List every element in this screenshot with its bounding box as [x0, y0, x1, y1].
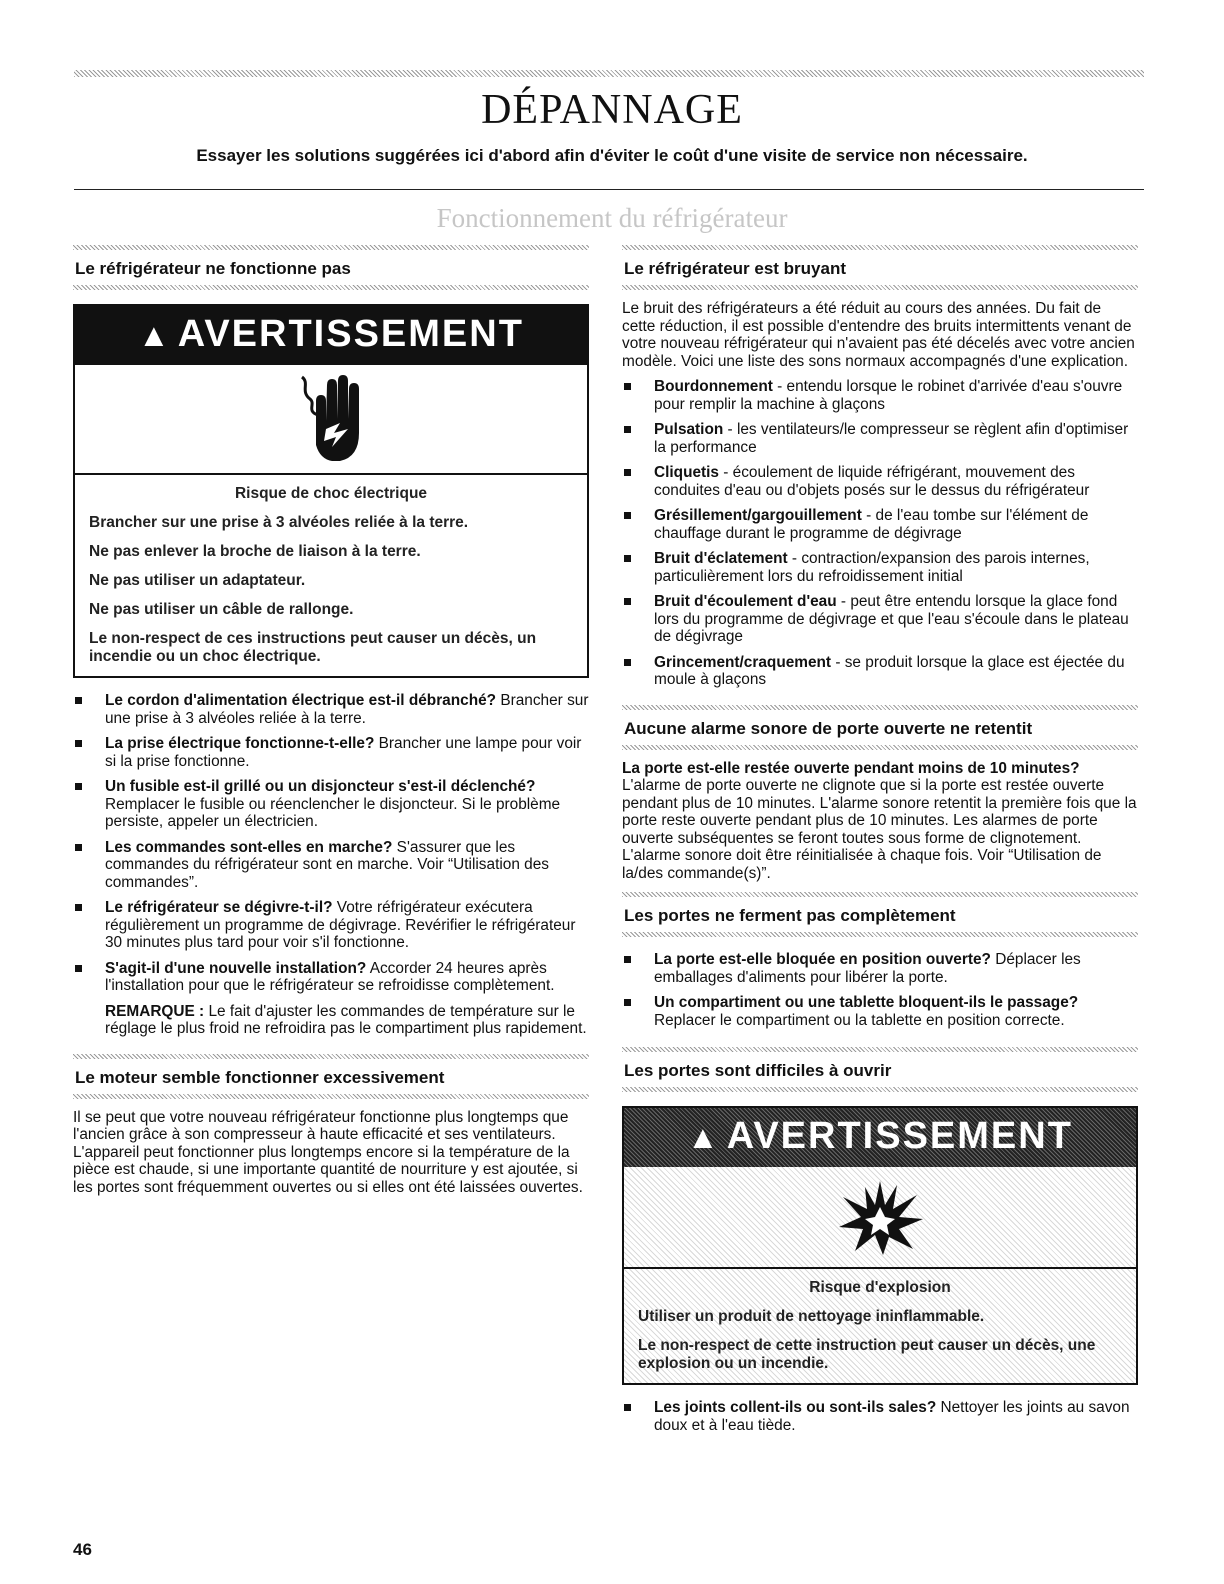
sound-name: Pulsation [654, 421, 724, 438]
page-title: DÉPANNAGE [481, 87, 743, 133]
list-item [73, 960, 589, 995]
item-answer: Replacer le compartiment ou la tablette en position correcte. [654, 1011, 1065, 1029]
list-item [73, 735, 589, 770]
warning-box-explosion [622, 1106, 1138, 1385]
note-label: REMARQUE : [105, 1002, 205, 1020]
warning-triangle-icon: ▲ [138, 317, 172, 353]
item-question: Les joints collent-ils ou sont-ils sales? [654, 1399, 937, 1416]
item-answer: Nettoyer les joints au savon doux et à l'eau tiède. [654, 1399, 1130, 1434]
list-item [73, 899, 589, 952]
doors-list [622, 951, 1138, 1029]
list-item [622, 464, 1138, 499]
heading-doors-hard-open: Les portes sont difficiles à ouvrir [624, 1061, 892, 1080]
list-item [622, 378, 1138, 413]
divider [622, 1087, 1138, 1092]
warning-line: Le non-respect de ces instructions peut causer un décès, un incendie ou un choc électrique. [89, 630, 537, 665]
item-answer: Accorder 24 heures après l'installation pour que le réfrigérateur se refroidisse complètement. [105, 959, 555, 994]
note-text: Le fait d'ajuster les commandes de température sur le réglage le plus froid ne refroidira pas le compartiment plus rapidement. [105, 1002, 587, 1037]
warning-line: Ne pas utiliser un câble de rallonge. [89, 601, 354, 618]
item-question: Un fusible est-il grillé ou un disjoncteur s'est-il déclenché? [105, 778, 536, 795]
sound-desc: - peut être entendu lorsque la glace fond lors du programme de dégivrage et que l'eau s'écoule dans le plateau de dégivrage [654, 593, 1129, 645]
warning-box-electric [73, 304, 589, 678]
section-title: Fonctionnement du réfrigérateur [436, 203, 788, 233]
page-number: 46 [73, 1540, 92, 1559]
warning-title-text: AVERTISSEMENT [177, 313, 524, 355]
heading-noisy: Le réfrigérateur est bruyant [624, 259, 847, 278]
sound-name: Bruit d'éclatement [654, 550, 788, 567]
sound-name: Grésillement/gargouillement [654, 507, 862, 524]
divider [73, 1094, 589, 1099]
note [73, 1003, 589, 1038]
divider [622, 745, 1138, 750]
item-answer: Brancher une lampe pour voir si la prise fonctionne. [105, 735, 582, 770]
warning-line: Risque d'explosion [809, 1279, 951, 1296]
sound-list [622, 378, 1138, 689]
warning-line: Utiliser un produit de nettoyage ininflammable. [638, 1308, 985, 1325]
item-answer: Brancher sur une prise à 3 alvéoles reliée à la terre. [105, 692, 589, 727]
item-question: Les commandes sont-elles en marche? [105, 838, 393, 856]
warning-title [75, 306, 587, 365]
warning-line: Brancher sur une prise à 3 alvéoles reliée à la terre. [89, 514, 469, 531]
list-item [622, 951, 1138, 986]
item-answer: Déplacer les emballages d'aliments pour libérer la porte. [654, 951, 1081, 986]
seals-list [622, 1399, 1138, 1434]
list-item [622, 550, 1138, 585]
left-column [73, 245, 589, 1196]
list-item [73, 778, 589, 831]
warning-body [75, 475, 587, 676]
item-question: Le réfrigérateur se dégivre-t-il? [105, 899, 333, 916]
noise-paragraph: Le bruit des réfrigérateurs a été réduit au cours des années. Du fait de cette réduction, il est possible d'entendre des bruits intermittents venant de votre nouveau réfrigérateur qui n'avaient pas été décelés avec votre ancien modèle. Voici une liste des sons normaux accompagnés d'une explication. [622, 300, 1135, 370]
heading-doors-not-closing: Les portes ne ferment pas complètement [624, 906, 956, 925]
sound-name: Bourdonnement [654, 378, 773, 395]
item-question: S'agit-il d'une nouvelle installation? [105, 959, 367, 977]
item-answer: Votre réfrigérateur exécutera régulièrement un programme de dégivrage. Revérifier le réfrigérateur 30 minutes plus tard pour voir s'il fonctionne. [105, 899, 576, 951]
list-item [622, 421, 1138, 456]
divider [73, 285, 589, 290]
heading-motor: Le moteur semble fonctionner excessivement [75, 1067, 445, 1087]
sound-desc: - entendu lorsque le robinet d'arrivée d'eau s'ouvre pour remplir la machine à glaçons [654, 378, 1123, 413]
list-item [622, 654, 1138, 689]
list-item [622, 994, 1138, 1029]
item-answer: S'assurer que les commandes du réfrigérateur sont en marche. Voir “Utilisation des commandes”. [105, 838, 549, 891]
list-item [73, 692, 589, 727]
top-decorative-bar [74, 70, 1144, 77]
electric-shock-hand-icon [75, 365, 587, 475]
sound-name: Bruit d'écoulement d'eau [654, 593, 837, 610]
page-subtitle: Essayer les solutions suggérées ici d'abord afin d'éviter le coût d'une visite de service non nécessaire. [196, 146, 1028, 165]
alarm-answer: L'alarme de porte ouverte ne clignote que si la porte est restée ouverte pendant plus de 10 minutes. L'alarme sonore retentit la première fois que la porte reste ouverte pendant plus de 10 minutes. Les alarmes de porte ouverte subséquentes se feront toutes sous forme de clignotement. L'alarme sonore doit être réinitialisée à chaque fois. Voir “Utilisation de la/des commande(s)”. [622, 777, 1137, 882]
checklist-not-running [73, 692, 589, 995]
heading-no-alarm: Aucune alarme sonore de porte ouverte ne retentit [624, 718, 1033, 738]
list-item [622, 507, 1138, 542]
sound-desc: - se produit lorsque la glace est éjectée du moule à glaçons [654, 653, 1125, 688]
warning-body [624, 1269, 1136, 1383]
alarm-question: La porte est-elle restée ouverte pendant moins de 10 minutes? [622, 759, 1080, 777]
warning-line: Ne pas enlever la broche de liaison à la terre. [89, 543, 421, 560]
divider [622, 932, 1138, 937]
warning-line: Le non-respect de cette instruction peut causer un décès, une explosion ou un incendie. [638, 1337, 1096, 1372]
item-question: La porte est-elle bloquée en position ouverte? [654, 951, 991, 968]
list-item [73, 839, 589, 892]
warning-triangle-icon: ▲ [687, 1119, 721, 1155]
sound-desc: - de l'eau tombe sur l'élément de chauffage durant le programme de dégivrage [654, 507, 1089, 542]
sound-desc: - écoulement de liquide réfrigérant, mouvement des conduites d'eau ou d'objets posés sur le dessus du réfrigérateur [654, 464, 1090, 499]
divider [622, 285, 1138, 290]
item-answer: Remplacer le fusible ou réenclencher le disjoncteur. Si le problème persiste, appeler un électricien. [105, 795, 561, 830]
header-rule [74, 189, 1144, 190]
sound-desc: - les ventilateurs/le compresseur se règlent afin d'optimiser la performance [654, 421, 1129, 456]
heading-not-running: Le réfrigérateur ne fonctionne pas [75, 259, 351, 278]
warning-line: Risque de choc électrique [234, 485, 428, 502]
sound-name: Cliquetis [654, 464, 719, 481]
warning-title-text: AVERTISSEMENT [726, 1115, 1073, 1157]
right-column [622, 245, 1138, 1442]
item-question: La prise électrique fonctionne-t-elle? [105, 735, 375, 752]
motor-paragraph: Il se peut que votre nouveau réfrigérateur fonctionne plus longtemps que l'ancien grâce à son compresseur à haute efficacité et ses ventilateurs. L'appareil peut fonctionner plus longtemps encore si la température de la pièce est chaude, si une importante quantité de nourriture y est ajoutée, si les portes sont fréquemment ouvertes ou si elles ont été laissées ouvertes. [73, 1108, 583, 1196]
item-question: Le cordon d'alimentation électrique est-il débranché? [105, 692, 497, 709]
list-item [622, 593, 1138, 646]
sound-desc: - contraction/expansion des parois internes, particulièrement lors du refroidissement initial [654, 550, 1090, 585]
explosion-icon [624, 1167, 1136, 1269]
list-item [622, 1399, 1138, 1434]
item-question: Un compartiment ou une tablette bloquent-ils le passage? [654, 994, 1079, 1011]
alarm-paragraph [622, 760, 1138, 883]
warning-title [624, 1108, 1136, 1167]
warning-line: Ne pas utiliser un adaptateur. [89, 572, 306, 589]
sound-name: Grincement/craquement [654, 653, 832, 671]
